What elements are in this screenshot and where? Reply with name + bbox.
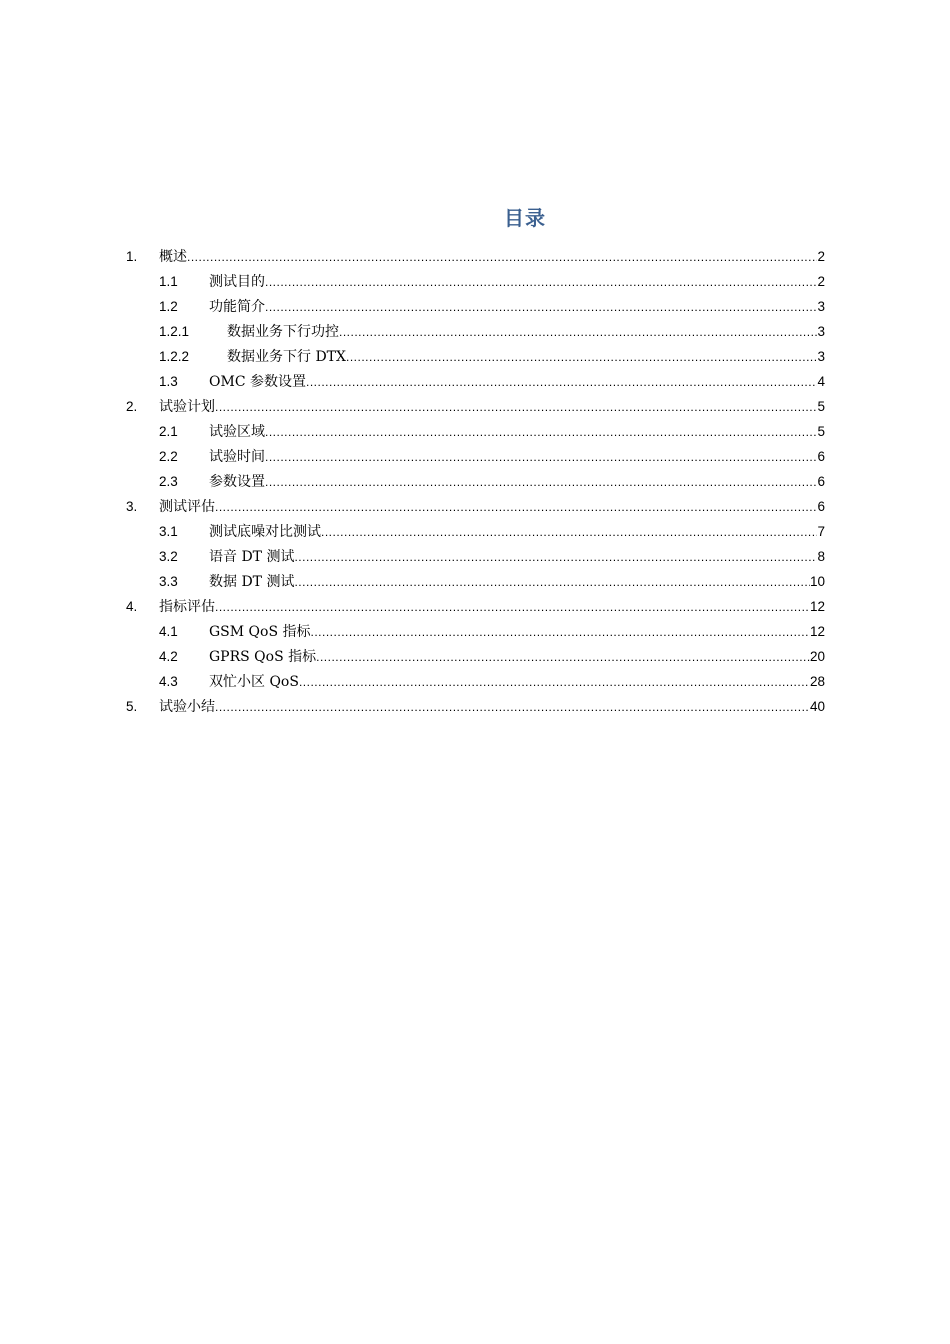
toc-dot-leader [321,520,817,544]
toc-entry[interactable] [0,320,950,344]
toc-dot-leader [265,420,817,444]
toc-entry[interactable] [0,570,950,594]
toc-entry-number: 2.2 [159,449,178,464]
toc-entry-page: 5 [817,424,825,439]
toc-dot-leader [265,295,817,319]
toc-entry-number: 4.1 [159,624,178,639]
toc-entry-title: 语音 DT 测试 [209,549,295,565]
toc-entry-title: 测试目的 [209,274,265,290]
toc-entry[interactable] [0,595,950,619]
toc-dot-leader [311,620,810,644]
toc-entry-page: 6 [817,474,825,489]
toc-entry[interactable] [0,670,950,694]
toc-entry-page: 10 [809,574,825,589]
toc-entry-page: 20 [809,649,825,664]
toc-dot-leader [306,370,818,394]
toc-entry-page: 12 [809,599,825,614]
toc-entry-line [159,495,825,519]
toc-entry-line [159,245,825,269]
toc-entry-title: 功能简介 [209,299,265,315]
toc-entry-line [209,270,825,294]
toc-entry-line [209,445,825,469]
toc-entry[interactable] [0,545,950,569]
toc-dot-leader [215,395,817,419]
toc-entry-line [209,420,825,444]
toc-entry-title: 数据 DT 测试 [209,574,295,590]
toc-entry-line [227,320,825,344]
toc-entry-number: 5. [126,699,138,714]
toc-entry-page: 2 [817,274,825,289]
toc-entry-number: 4. [126,599,138,614]
toc-entry-title: 试验区域 [209,424,265,440]
toc-dot-leader [265,445,817,469]
toc-entry-page: 6 [817,499,825,514]
toc-entry-number: 2.3 [159,474,178,489]
toc-entry[interactable] [0,445,950,469]
toc-entry-line [159,395,825,419]
toc-entry-line [209,670,825,694]
toc-entry[interactable] [0,295,950,319]
toc-entry-number: 3.3 [159,574,178,589]
toc-entry-page: 3 [817,349,825,364]
toc-entry-number: 2. [126,399,138,414]
toc-entry-number: 3.1 [159,524,178,539]
toc-dot-leader [346,345,818,369]
toc-entry-number: 2.1 [159,424,178,439]
toc-entry-page: 4 [817,374,825,389]
toc-entry-number: 1. [126,249,138,264]
toc-entry-number: 3. [126,499,138,514]
toc-entry-title: 参数设置 [209,474,265,490]
toc-dot-leader [339,320,817,344]
toc-entry-page: 2 [817,249,825,264]
toc-entry[interactable] [0,270,950,294]
toc-entry-number: 4.2 [159,649,178,664]
toc-dot-leader [299,670,810,694]
toc-entry-number: 3.2 [159,549,178,564]
toc-entry-line [159,595,825,619]
toc-entry-title: 概述 [159,249,187,265]
toc-entry-title: 测试底噪对比测试 [209,524,321,540]
toc-entry[interactable] [0,420,950,444]
toc-entry[interactable] [0,520,950,544]
toc-entry-title: 双忙小区 QoS [209,674,299,690]
toc-entry-number: 1.3 [159,374,178,389]
toc-dot-leader [316,645,810,669]
toc-entry-line [209,645,825,669]
toc-dot-leader [187,245,817,269]
toc-entry-title: 试验小结 [159,699,215,715]
toc-dot-leader [215,595,810,619]
toc-entry-line [209,295,825,319]
toc-entry-number: 4.3 [159,674,178,689]
toc-entry[interactable] [0,470,950,494]
toc-entry-number: 1.2.1 [159,324,190,339]
toc-entry-line [209,570,825,594]
toc-entry-line [209,470,825,494]
toc-entry[interactable] [0,695,950,719]
toc-entry-page: 7 [817,524,825,539]
toc-entry-title: GPRS QoS 指标 [209,649,317,665]
toc-entry-title: OMC 参数设置 [209,374,306,390]
toc-entry-line [209,370,825,394]
toc-entry-title: 测试评估 [159,499,215,515]
toc-entry-page: 3 [817,324,825,339]
toc-entry-page: 40 [809,699,825,714]
toc-entry-line [209,520,825,544]
toc-entry-page: 28 [809,674,825,689]
toc-entry-page: 3 [817,299,825,314]
toc-dot-leader [265,270,817,294]
toc-entry[interactable] [0,645,950,669]
toc-entry-number: 1.2.2 [159,349,190,364]
toc-entry-line [209,545,825,569]
toc-dot-leader [265,470,817,494]
toc-entry-title: 试验计划 [159,399,215,415]
toc-entry[interactable] [0,345,950,369]
toc-entry-line [227,345,825,369]
toc-entry-page: 5 [817,399,825,414]
toc-entry-number: 1.1 [159,274,178,289]
toc-entry-line [209,620,825,644]
toc-entry-page: 6 [817,449,825,464]
toc-entry[interactable] [0,245,950,269]
toc-entry[interactable] [0,495,950,519]
toc-entry[interactable] [0,620,950,644]
toc-entry-title: GSM QoS 指标 [209,624,311,640]
toc-dot-leader [294,545,817,569]
toc-entry-line [159,695,825,719]
toc-entry-page: 8 [817,549,825,564]
toc-entry-number: 1.2 [159,299,178,314]
toc-entry[interactable] [0,395,950,419]
toc-entry[interactable] [0,370,950,394]
toc-entry-title: 数据业务下行 DTX [227,349,346,365]
toc-dot-leader [215,695,810,719]
toc-entry-title: 数据业务下行功控 [227,324,339,340]
toc-title: 目录 [504,206,546,230]
toc-entry-page: 12 [809,624,825,639]
toc-dot-leader [294,570,810,594]
toc-entry-title: 试验时间 [209,449,265,465]
toc-entry-title: 指标评估 [159,599,215,615]
toc-dot-leader [215,495,817,519]
